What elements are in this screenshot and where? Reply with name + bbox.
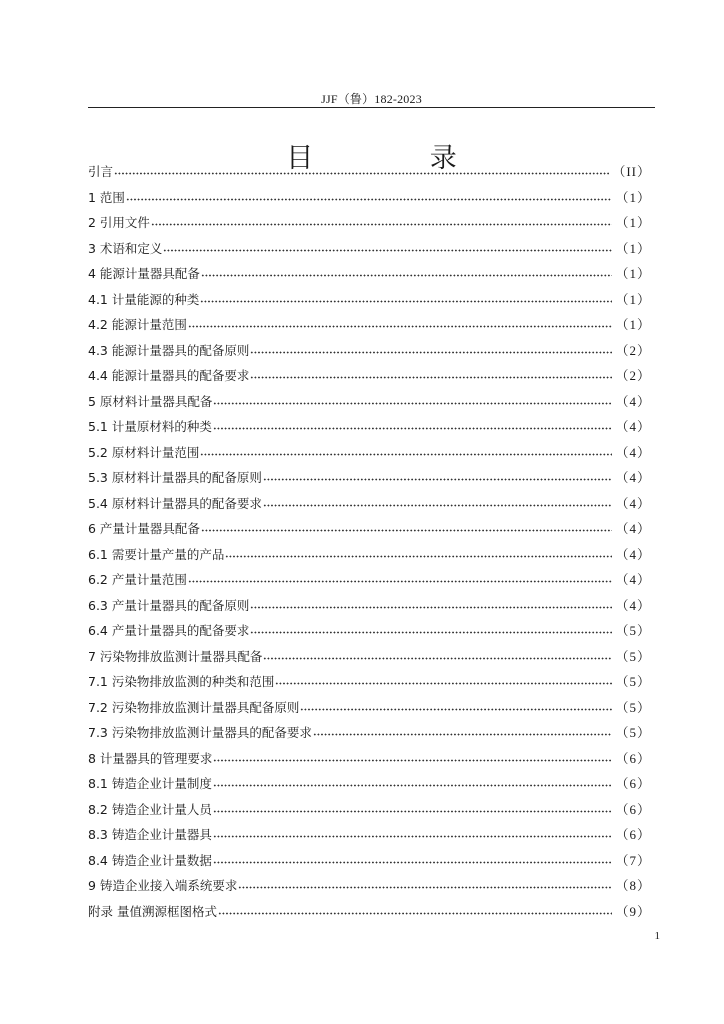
toc-entry-label: 5.2 原材料计量范围	[88, 444, 200, 460]
toc-leader-dots	[250, 365, 612, 379]
toc-entry-page: （4）	[615, 393, 651, 409]
header-divider	[88, 107, 655, 108]
toc-entry[interactable]	[88, 416, 651, 442]
toc-entry-page: （5）	[615, 725, 651, 740]
toc-entry[interactable]	[88, 671, 651, 697]
toc-entry-page: （4）	[615, 521, 651, 536]
toc-entry[interactable]	[88, 263, 651, 289]
toc-leader-dots	[151, 212, 613, 226]
toc-entry[interactable]	[88, 722, 651, 748]
toc-entry-label: 5 原材料计量器具配备	[88, 393, 213, 409]
toc-entry[interactable]	[88, 161, 651, 187]
toc-leader-dots	[201, 263, 613, 277]
toc-entry[interactable]	[88, 697, 651, 723]
toc-leader-dots	[200, 289, 612, 303]
toc-leader-dots	[201, 518, 613, 532]
toc-entry-label: 4.2 能源计量范围	[88, 317, 187, 332]
toc-entry[interactable]	[88, 901, 651, 927]
toc-entry-label: 6.2 产量计量范围	[88, 572, 187, 587]
toc-entry-label: 5.4 原材料计量器具的配备要求	[88, 495, 262, 511]
toc-entry-page: （5）	[615, 674, 651, 689]
toc-entry-page: （2）	[615, 368, 651, 383]
toc-entry-page: （6）	[615, 801, 651, 817]
toc-entry[interactable]	[88, 620, 651, 646]
toc-entry-page: （4）	[615, 470, 651, 485]
toc-entry[interactable]	[88, 212, 651, 238]
toc-entry[interactable]	[88, 365, 651, 391]
toc-entry[interactable]	[88, 493, 651, 519]
toc-entry-page: （5）	[615, 623, 651, 638]
toc-entry-page: （6）	[615, 827, 651, 842]
toc-leader-dots	[218, 901, 613, 915]
toc-leader-dots	[163, 238, 612, 252]
toc-leader-dots	[313, 722, 613, 736]
toc-entry-page: （4）	[615, 419, 651, 434]
toc-entry-page: （6）	[615, 776, 651, 791]
toc-entry-page: （6）	[615, 750, 651, 766]
toc-entry-label: 附录 量值溯源框图格式	[88, 903, 217, 919]
toc-entry-label: 2 引用文件	[88, 215, 150, 230]
toc-entry-page: （1）	[615, 189, 651, 205]
table-of-contents	[88, 161, 651, 926]
toc-leader-dots	[250, 340, 612, 354]
toc-entry-label: 8 计量器具的管理要求	[88, 750, 213, 766]
toc-entry-page: （4）	[615, 444, 651, 460]
toc-entry-label: 6.1 需要计量产量的产品	[88, 546, 225, 562]
toc-entry-label: 3 术语和定义	[88, 240, 163, 256]
toc-entry[interactable]	[88, 875, 651, 901]
toc-leader-dots	[200, 442, 612, 456]
toc-entry-label: 4.4 能源计量器具的配备要求	[88, 368, 250, 383]
toc-entry-label: 7 污染物排放监测计量器具配备	[88, 648, 263, 664]
toc-entry[interactable]	[88, 314, 651, 340]
toc-leader-dots	[263, 646, 612, 660]
toc-entry-label: 6.3 产量计量器具的配备原则	[88, 597, 250, 613]
toc-entry[interactable]	[88, 748, 651, 774]
toc-entry-page: （4）	[615, 546, 651, 562]
toc-entry-label: 4.1 计量能源的种类	[88, 291, 200, 307]
toc-entry-label: 5.1 计量原材料的种类	[88, 419, 212, 434]
toc-entry[interactable]	[88, 238, 651, 264]
toc-leader-dots	[213, 773, 613, 787]
toc-entry-label: 7.2 污染物排放监测计量器具配备原则	[88, 699, 300, 715]
toc-entry-page: （5）	[615, 648, 651, 664]
toc-entry[interactable]	[88, 824, 651, 850]
toc-entry[interactable]	[88, 646, 651, 672]
toc-entry-label: 4 能源计量器具配备	[88, 266, 200, 281]
toc-entry-page: （4）	[615, 495, 651, 511]
page-number: 1	[654, 930, 660, 942]
toc-leader-dots	[250, 620, 612, 634]
toc-entry-label: 7.3 污染物排放监测计量器具的配备要求	[88, 725, 312, 740]
toc-entry[interactable]	[88, 467, 651, 493]
toc-entry[interactable]	[88, 442, 651, 468]
toc-entry[interactable]	[88, 544, 651, 570]
toc-leader-dots	[263, 493, 613, 507]
toc-entry-page: （8）	[615, 878, 651, 893]
toc-entry-label: 9 铸造企业接入端系统要求	[88, 878, 238, 893]
toc-entry-label: 7.1 污染物排放监测的种类和范围	[88, 674, 275, 689]
toc-entry[interactable]	[88, 569, 651, 595]
toc-entry-label: 4.3 能源计量器具的配备原则	[88, 342, 250, 358]
toc-entry-label: 8.1 铸造企业计量制度	[88, 776, 212, 791]
toc-entry-page: （1）	[615, 266, 651, 281]
toc-leader-dots	[300, 697, 612, 711]
toc-entry-label: 8.4 铸造企业计量数据	[88, 852, 212, 868]
toc-entry-page: （7）	[615, 852, 651, 868]
toc-leader-dots	[114, 161, 609, 175]
toc-entry-label: 引言	[88, 164, 114, 179]
toc-entry[interactable]	[88, 187, 651, 213]
toc-leader-dots	[188, 569, 613, 583]
toc-entry-page: （1）	[615, 240, 651, 256]
toc-entry-label: 1 范围	[88, 189, 125, 205]
toc-leader-dots	[263, 467, 613, 481]
toc-entry[interactable]	[88, 289, 651, 315]
toc-entry-label: 5.3 原材料计量器具的配备原则	[88, 470, 262, 485]
toc-leader-dots	[213, 391, 612, 405]
toc-leader-dots	[238, 875, 612, 889]
document-header-code: JJF（鲁）182-2023	[321, 92, 422, 106]
toc-entry[interactable]	[88, 799, 651, 825]
toc-entry[interactable]	[88, 595, 651, 621]
toc-entry-page: （4）	[615, 572, 651, 587]
toc-entry-page: （2）	[615, 342, 651, 358]
toc-entry[interactable]	[88, 850, 651, 876]
toc-leader-dots	[213, 416, 613, 430]
toc-leader-dots	[213, 824, 613, 838]
page-title: 目 录	[286, 143, 511, 175]
toc-leader-dots	[213, 799, 613, 813]
toc-leader-dots	[250, 595, 612, 609]
toc-leader-dots	[225, 544, 612, 558]
toc-entry[interactable]	[88, 340, 651, 366]
toc-entry-page: （5）	[615, 699, 651, 715]
toc-entry-page: （II）	[612, 164, 651, 179]
toc-entry[interactable]	[88, 391, 651, 417]
toc-entry-label: 8.3 铸造企业计量器具	[88, 827, 212, 842]
toc-entry-page: （1）	[615, 291, 651, 307]
toc-entry-page: （1）	[615, 317, 651, 332]
toc-entry-label: 8.2 铸造企业计量人员	[88, 801, 212, 817]
toc-entry-label: 6 产量计量器具配备	[88, 521, 200, 536]
toc-entry-page: （4）	[615, 597, 651, 613]
toc-entry[interactable]	[88, 773, 651, 799]
toc-entry-label: 6.4 产量计量器具的配备要求	[88, 623, 250, 638]
toc-leader-dots	[188, 314, 613, 328]
toc-leader-dots	[126, 187, 613, 201]
toc-entry-page: （1）	[615, 215, 651, 230]
toc-entry[interactable]	[88, 518, 651, 544]
toc-leader-dots	[213, 748, 612, 762]
toc-entry-page: （9）	[615, 903, 651, 919]
toc-leader-dots	[275, 671, 612, 685]
toc-leader-dots	[213, 850, 613, 864]
